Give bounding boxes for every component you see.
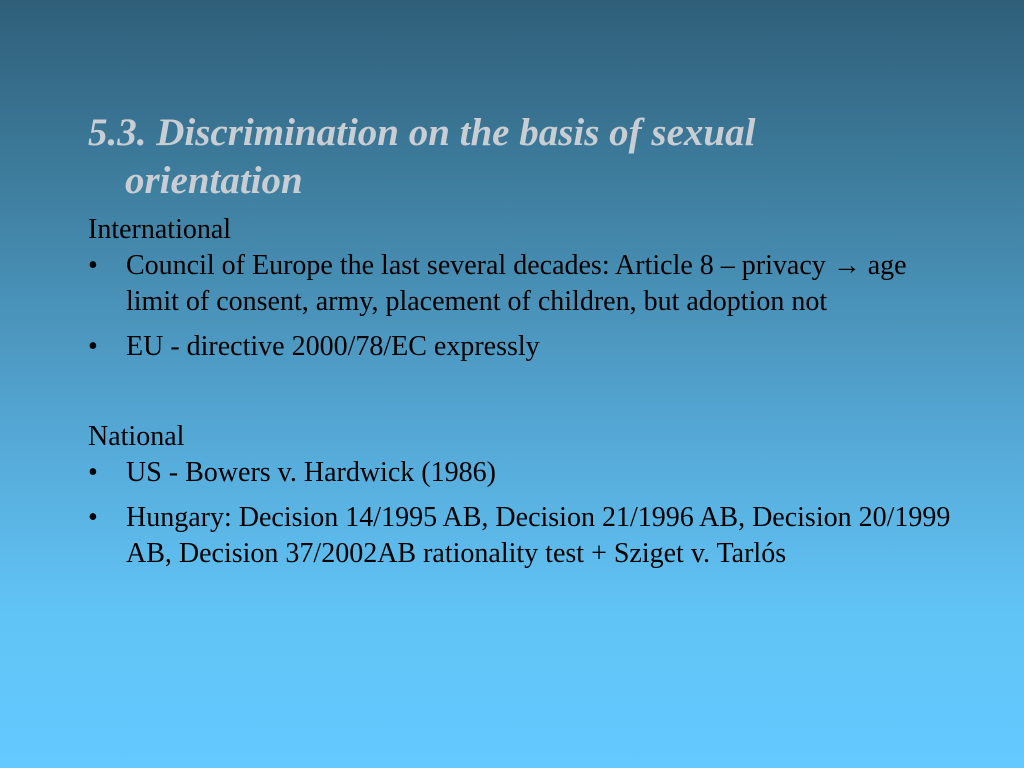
slide-title-line-2: orientation — [125, 159, 303, 202]
bullet-icon: • — [88, 502, 98, 533]
section-spacer — [88, 365, 958, 419]
bullet-text: EU - directive 2000/78/EC expressly — [126, 331, 540, 362]
section-heading-national: National — [88, 421, 185, 452]
bullet-text: US - Bowers v. Hardwick (1986) — [126, 457, 496, 488]
section-international — [88, 212, 958, 365]
bullet-text: Council of Europe the last several decades: Article 8 – privacy → age limit of consent, army, placement of children, but adoption not — [126, 250, 907, 317]
bullet-item — [88, 500, 958, 572]
slide-title — [88, 109, 948, 205]
bullet-list-international — [88, 248, 958, 365]
bullet-item — [88, 455, 958, 491]
section-national — [88, 419, 958, 572]
bullet-list-national — [88, 455, 958, 572]
bullet-icon: • — [88, 457, 98, 488]
slide-title-line-1: 5.3. Discrimination on the basis of sexual — [88, 111, 756, 154]
bullet-item — [88, 248, 958, 320]
bullet-icon: • — [88, 250, 98, 281]
section-heading-international: International — [88, 214, 232, 245]
bullet-item — [88, 329, 958, 365]
bullet-icon: • — [88, 331, 98, 362]
slide-body — [88, 212, 958, 572]
bullet-text: Hungary: Decision 14/1995 AB, Decision 21/1996 AB, Decision 20/1999 AB, Decision 37/2002AB rationality test + Sziget v. Tarlós — [126, 502, 951, 569]
